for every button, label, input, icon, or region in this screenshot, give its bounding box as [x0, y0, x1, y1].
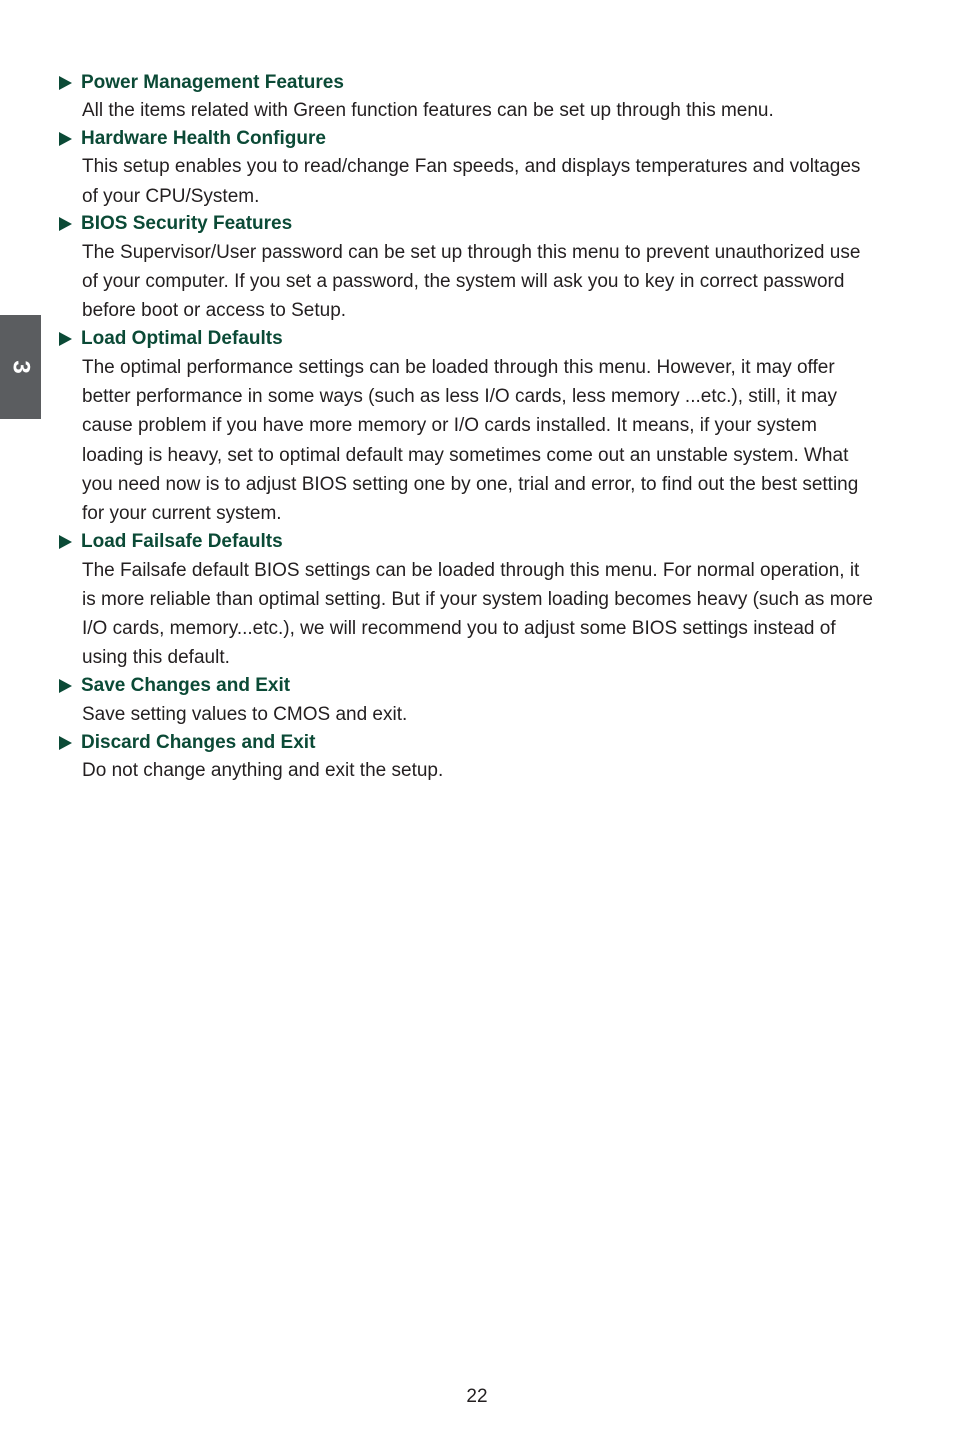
description-line: for your current system.: [82, 503, 282, 525]
description-line: The Supervisor/User password can be set up through this menu to prevent unauthorized use: [82, 241, 861, 263]
section-title: [58, 326, 900, 353]
section-title-text: Load Optimal Defaults: [81, 328, 283, 350]
document-body: [58, 69, 900, 785]
section-title: [58, 211, 900, 238]
section-title: [58, 673, 900, 700]
section-title-text: Hardware Health Configure: [81, 127, 326, 149]
section-save-changes-exit: [58, 673, 900, 729]
triangle-arrow-icon: [59, 535, 72, 549]
section-title: [58, 125, 900, 152]
description-line: Save setting values to CMOS and exit.: [82, 703, 408, 725]
triangle-arrow-icon: [59, 217, 72, 231]
section-description: [82, 238, 898, 326]
section-description: [82, 353, 898, 529]
description-line: better performance in some ways (such as less I/O cards, less memory ...etc.), still, it may: [82, 386, 837, 408]
section-title: [58, 529, 900, 556]
description-line: is more reliable than optimal setting. But if your system loading becomes heavy (such as more: [82, 588, 873, 610]
section-title-text: Load Failsafe Defaults: [81, 531, 283, 553]
description-line: The optimal performance settings can be loaded through this menu. However, it may offer: [82, 356, 835, 378]
triangle-arrow-icon: [59, 76, 72, 90]
section-title-text: Save Changes and Exit: [81, 675, 291, 697]
description-line: All the items related with Green function features can be set up through this menu.: [82, 100, 774, 121]
section-description: [82, 756, 898, 785]
section-description: [82, 700, 898, 729]
section-title-text: Discard Changes and Exit: [81, 731, 316, 753]
section-power-management: [58, 69, 900, 125]
description-line: This setup enables you to read/change Fan speeds, and displays temperatures and voltages: [82, 156, 861, 178]
description-line: you need now is to adjust BIOS setting one by one, trial and error, to find out the best setting: [82, 473, 859, 495]
section-description: [82, 96, 898, 125]
triangle-arrow-icon: [59, 736, 72, 750]
section-title: [58, 729, 900, 756]
description-line: of your computer. If you set a password, the system will ask you to key in correct password: [82, 271, 845, 293]
description-line: Do not change anything and exit the setup.: [82, 760, 444, 782]
section-title: [58, 69, 900, 96]
section-bios-security: [58, 211, 900, 326]
description-line: using this default.: [82, 647, 230, 669]
triangle-arrow-icon: [59, 679, 72, 693]
description-line: before boot or access to Setup.: [82, 300, 347, 322]
triangle-arrow-icon: [59, 132, 72, 146]
description-line: loading is heavy, set to optimal default may sometimes come out an unstable system. What: [82, 444, 849, 466]
section-description: [82, 556, 898, 673]
description-line: I/O cards, memory...etc.), we will recommend you to adjust some BIOS settings instead of: [82, 618, 836, 640]
triangle-arrow-icon: [59, 332, 72, 346]
chapter-side-tab: [0, 315, 41, 419]
section-load-failsafe-defaults: [58, 529, 900, 673]
description-line: The Failsafe default BIOS settings can be loaded through this menu. For normal operation, it: [82, 559, 860, 581]
section-description: [82, 152, 898, 211]
section-load-optimal-defaults: [58, 326, 900, 529]
chapter-number: 3: [7, 360, 35, 374]
section-discard-changes-exit: [58, 729, 900, 785]
section-title-text: Power Management Features: [81, 71, 344, 93]
description-line: cause problem if you have more memory or I/O cards installed. It means, if your system: [82, 415, 817, 437]
section-title-text: BIOS Security Features: [81, 213, 293, 235]
page-number: 22: [466, 1386, 488, 1407]
description-line: of your CPU/System.: [82, 185, 260, 207]
section-hardware-health: [58, 125, 900, 211]
